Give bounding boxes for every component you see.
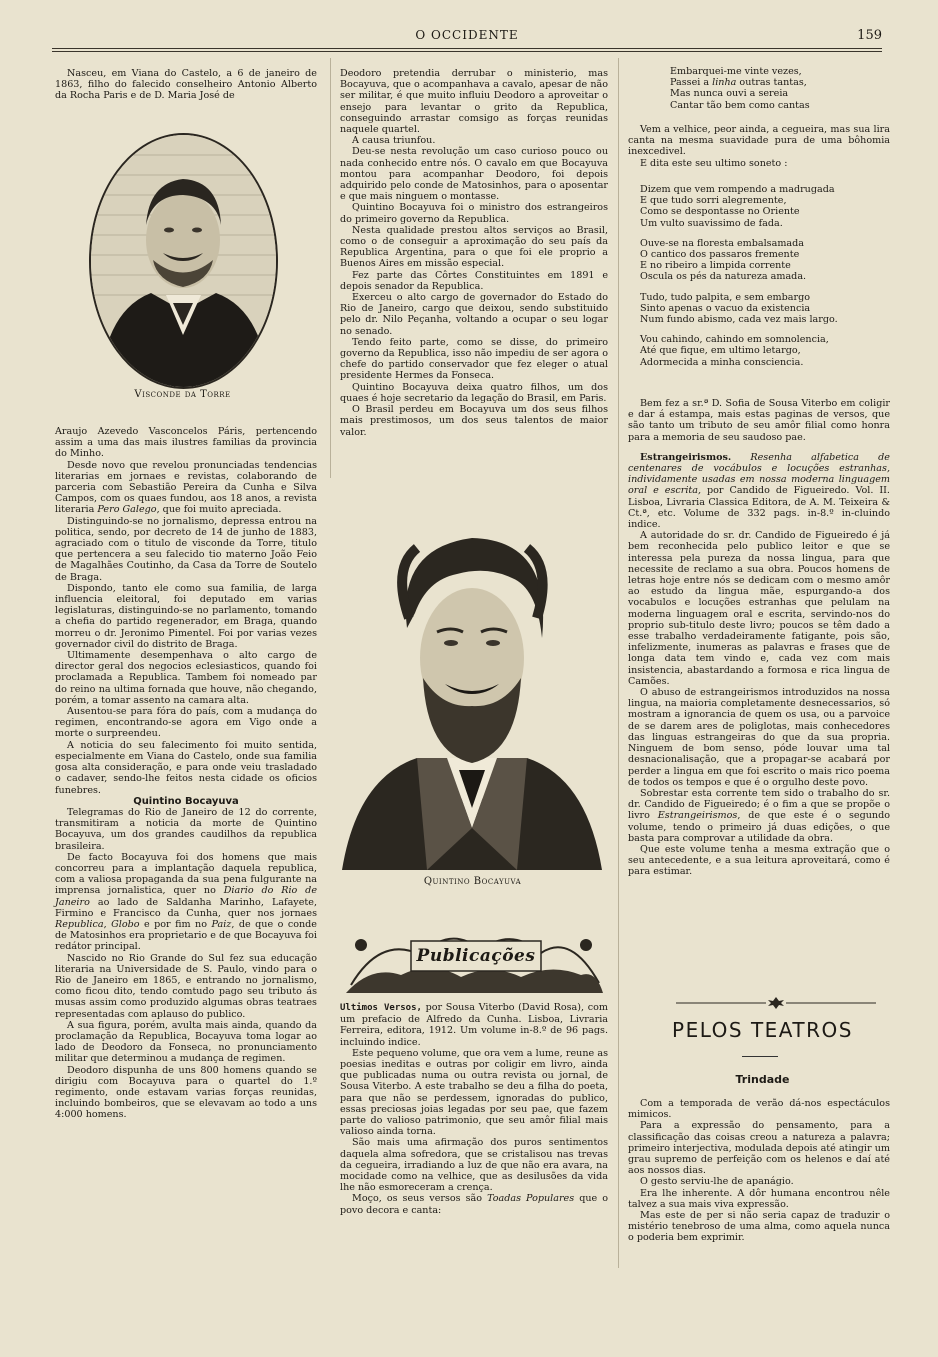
poem-line: E no ribeiro a limpida corrente bbox=[640, 260, 791, 272]
column-3-text-a bbox=[628, 124, 890, 169]
poem-line: O cantico dos passaros fremente bbox=[640, 249, 800, 261]
book-description: por Sousa Viterbo (David Rosa), com um prefacio de Alfredo da Cunha. Lisboa, Livraria Ferreira, editora, 1912. Um volume in-8.º de 96 pags. incluindo indice. bbox=[340, 1002, 608, 1048]
poem-line: Num fundo abismo, cada vez mais largo. bbox=[640, 314, 838, 326]
publicacoes-banner bbox=[341, 915, 606, 995]
page-header bbox=[52, 26, 882, 46]
column-2-bottom bbox=[340, 1002, 608, 1216]
paragraph: Nesta qualidade prestou altos serviços ao Brasil, como o de conseguir a aproximação do seu país da Republica Argentina, para o que foi ele proprio a Buenos Aires em missão especial. bbox=[340, 224, 608, 270]
paragraph: Telegramas do Rio de Janeiro de 12 do corrente, transmitiram a noticia da morte de Quintino Bocayuva, um dos grandes caudilhos da republica brasileira. bbox=[55, 806, 317, 852]
paragraph: Nascido no Rio Grande do Sul fez sua educação literaria na Universidade de S. Paulo, vindo para o Rio de Janeiro em 1865, e entrando no jornalismo, como ficou dito, tendo comtudo pago seu tributo ás musas assim como produzido algumas obras teatraes representadas com aplauso do publico. bbox=[55, 952, 317, 1020]
poem-quatrain bbox=[662, 66, 892, 111]
paragraph: Que este volume tenha a mesma extração que o seu antecedente, e a sua leitura aproveitará, como é para estimar. bbox=[628, 843, 890, 878]
portrait-quintino-bocayuva bbox=[337, 508, 607, 870]
paragraph: Bem fez a sr.ª D. Sofia de Sousa Viterbo em coligir e dar á estampa, mais estas paginas de versos, que são tanto um tributo de seu amôr filial como honra para a memoria de seu saudoso pae. bbox=[628, 398, 890, 443]
paragraph: O Brasil perdeu em Bocayuva um dos seus filhos mais prestimosos, um dos seus talentos de maior valor. bbox=[340, 404, 608, 438]
poem-line: Até que fique, em ultimo letargo, bbox=[640, 345, 801, 357]
paragraph: Fez parte das Côrtes Constituintes em 1891 e depois senador da Republica. bbox=[340, 269, 608, 292]
sonnet bbox=[632, 184, 882, 368]
column-divider bbox=[618, 58, 619, 1268]
column-3-teatros bbox=[628, 1098, 890, 1244]
paragraph: A autoridade do sr. dr. Candido de Figueiredo é já bem reconhecida pelo publico leitor e que se interessa pela pureza da nossa lingua, para que necessite de reclamo a sua obra. Poucos homens de letras hoje entre nós se dedicam com o mesmo amôr ao estudo da lingua mãe, espurgando-a dos vocabulos e locuções estranhas que pelulam na moderna linguagem oral e escrita, servindo-nos do proprio sub-titulo deste livro; poucos se têm dado a esse trabalho verdadeiramente fatigante, pois são, infelizmente, inumeras as palavras e frases que de longa data tem vindo e, cada vez com mais insistencia, abastardando a formosa e rica lingua de Camões. bbox=[628, 530, 890, 687]
engraved-portrait-image bbox=[337, 508, 607, 870]
paragraph: O gesto serviu-lhe de apanágio. bbox=[640, 1176, 794, 1188]
engraved-portrait-image bbox=[91, 135, 276, 387]
paragraph: Distinguindo-se no jornalismo, depressa entrou na politica, sendo, por decreto de 14 de junho de 1883, agraciado com o titulo de visconde da Torre, titulo que pertencera a seu falecido tio materno João Feio de Magalhães Coutinho, da Casa da Torre de Soutelo de Braga. bbox=[55, 515, 317, 583]
column-divider bbox=[330, 58, 331, 478]
review-subtitle: Resenha alfabetica de centenares de vocábulos e locuções estranhas, individamente usadas em nossa moderna linguagem oral e escrita, bbox=[628, 451, 890, 497]
paragraph: Sobrestar esta corrente tem sido o trabalho do sr. dr. Candido de Figueiredo; é o fim a que se propõe o livro Estrangeirismos, de que este é o segundo volume, tendo o primeiro já duas edições, o que basta para comprovar a utilidade da obra. bbox=[628, 787, 890, 844]
poem-line: Oscula os pés da natureza amada. bbox=[640, 271, 807, 283]
portrait-caption: Visconde da Torre bbox=[134, 389, 231, 400]
column-3-text-b bbox=[628, 398, 890, 878]
paragraph: O abuso de estrangeirismos introduzidos na nossa lingua, na maioria completamente desnecessarios, só mostram a ignorancia de quem os usa, ou a parvoice de se darem ares de poliglotas, mais conhecedores das linguas estrangeiras do que da sua propria. Ninguem de bom senso, póde louvar uma tal desnacionalisação, que a propagar-se acabará por perder a lingua em que foi escrito o mais rico poema de todos os tempos e que é o orgulho deste povo. bbox=[628, 687, 890, 788]
column-1-body bbox=[55, 426, 317, 1121]
paragraph: Araujo Azevedo Vasconcelos Páris, pertencendo assim a uma das mais ilustres familias da provincia do Minho. bbox=[55, 426, 317, 460]
review-title: Estrangeirismos. bbox=[640, 451, 732, 463]
section-heading: Quintino Bocayuva bbox=[133, 795, 239, 807]
paragraph: São mais uma afirmação dos puros sentimentos daquela alma sofredora, que se cristalisou nas trevas da cegueira, irradiando a luz de que não era avara, na mocidade como na velhice, que as desilusões da vida lhe não esmoreceram a crença. bbox=[340, 1137, 608, 1194]
book-title: Ultimos Versos, bbox=[340, 1003, 422, 1013]
paragraph: Dispondo, tanto ele como sua familia, de larga influencia eleitoral, foi deputado em varias legislaturas, distinguindo-se no parlamento, tomando a chefia do partido regenerador, em Braga, quando morreu o dr. Jeronimo Pimentel. Foi por varias vezes governador civil do distrito de Braga. bbox=[55, 582, 317, 650]
paragraph: E dita este seu ultimo soneto : bbox=[640, 157, 788, 169]
paragraph: Este pequeno volume, que ora vem a lume, reune as poesias ineditas e outras por coligir em livro, ainda que publicadas numa ou outra revista ou jornal, de Sousa Viterbo. A este trabalho se deu a filha do poeta, para que não se perdessem, ignoradas do publico, essas preciosas joias legadas por seu pae, que fazem parte do valioso patrimonio, que seu amôr filial mais valioso ainda torna. bbox=[340, 1047, 608, 1138]
paragraph: Mas este de per si não seria capaz de traduzir o mistério tenebroso de uma alma, como aquela nunca o poderia bem exprimir. bbox=[628, 1210, 890, 1244]
divider-ornament bbox=[676, 997, 876, 1009]
paragraph: A causa triunfou. bbox=[352, 135, 436, 147]
paragraph: Exerceu o alto cargo de governador do Estado do Rio de Janeiro, cargo que deixou, sendo substituido pelo dr. Nilo Peçanha, voltando a ocupar o seu logar no senado. bbox=[340, 292, 608, 337]
review-description: por Candido de Figueiredo. Vol. II. Lisboa, Livraria Classica Editora, de A. M. Teixeira & Ct.ª, etc. Volume de 332 pags. in-8.º in-cluindo indice. bbox=[628, 485, 890, 531]
paragraph: Deodoro pretendia derrubar o ministerio, mas Bocayuva, que o acompanhava a cavalo, apesar de não ser militar, é que muito influiu Deodoro a aproveitar o ensejo para levantar o grito da Republica, conseguindo arrastar comsigo as forças reunidas naquele quartel. bbox=[340, 68, 608, 136]
paragraph: Nasceu, em Viana do Castelo, a 6 de janeiro de 1863, filho do falecido conselheiro Antonio Alberto da Rocha Paris e de D. Maria José de bbox=[55, 68, 317, 102]
column-1-intro bbox=[55, 68, 317, 102]
paragraph: Quintino Bocayuva foi o ministro dos estrangeiros do primeiro governo da Republica. bbox=[340, 202, 608, 225]
short-rule bbox=[742, 1056, 778, 1057]
section-ornament bbox=[676, 994, 876, 1006]
paragraph: Deu-se nesta revolução um caso curioso pouco ou nada conhecido entre nós. O cavalo em que Bocayuva montou para acompanhar Deodoro, foi depois adquirido pelo conde de Matosinhos, para o aposentar e que mais ninguem o montasse. bbox=[340, 146, 608, 203]
column-2-top bbox=[340, 68, 608, 438]
paragraph: Vem a velhice, peor ainda, a cegueira, mas sua lira canta na mesma suavidade pura de uma bôhomia inexcedivel. bbox=[628, 124, 890, 158]
paragraph bbox=[628, 452, 890, 530]
paragraph: Com a temporada de verão dá-nos espectáculos mimicos. bbox=[628, 1098, 890, 1121]
paragraph: Tendo feito parte, como se disse, do primeiro governo da Republica, isso não impediu de ser agora o chefe do partido conservador que fez eleger o atual presidente Hermes da Fonseca. bbox=[340, 336, 608, 382]
page-number: 159 bbox=[857, 28, 882, 43]
paragraph: A noticia do seu falecimento foi muito sentida, especialmente em Viana do Castelo, onde sua familia gosa alta consideração, e para onde veiu trasladado o cadaver, sendo-lhe feitos nesta cidade os oficios funebres. bbox=[55, 739, 317, 796]
poem-line: Passei a linha outras tantas, bbox=[670, 77, 807, 89]
paragraph: Ausentou-se para fóra do país, com a mudança do regimen, encontrando-se agora em Vigo onde a morte o surpreendeu. bbox=[55, 706, 317, 740]
poem-line: Mas nunca ouvi a sereia bbox=[670, 88, 789, 100]
poem-line: Tudo, tudo palpita, e sem embargo bbox=[640, 291, 811, 303]
poem-line: Adormecida a minha consciencia. bbox=[640, 356, 804, 368]
poem-line: Vou cahindo, cahindo em somnolencia, bbox=[640, 334, 829, 346]
poem-line: Um vulto suavissimo de fada. bbox=[640, 217, 783, 229]
poem-line: Como se despontasse no Oriente bbox=[640, 206, 800, 218]
header-rule-bottom bbox=[52, 51, 882, 52]
banner-lettering: Publicações bbox=[416, 946, 536, 966]
poem-line: Dizem que vem rompendo a madrugada bbox=[640, 184, 835, 195]
paragraph: Moço, os seus versos são Toadas Populares que o povo decora e canta: bbox=[340, 1193, 608, 1216]
poem-line: Embarquei-me vinte vezes, bbox=[670, 66, 802, 77]
header-rule-top bbox=[52, 48, 882, 49]
paragraph: Para a expressão do pensamento, para a classificação das coisas creou a natureza a palavra; primeiro interjectiva, modulada depois até atingir um grau supremo de perfeição com os helenos e daí até aos nossos dias. bbox=[628, 1120, 890, 1177]
paragraph: Quintino Bocayuva deixa quatro filhos, um dos quaes é hoje secretario da legação do Brasil, em Paris. bbox=[340, 381, 608, 404]
paragraph: Ultimamente desempenhava o alto cargo de director geral dos negocios eclesiasticos, quando foi proclamada a Republica. Tambem foi nomeado par do reino na ultima fornada que houve, não chegando, porém, a tomar assento na camara alta. bbox=[55, 650, 317, 706]
paragraph: De facto Bocayuva foi dos homens que mais concorreu para a implantação daquela republica, com a valiosa propaganda da sua pena fulgurante na imprensa jornalistica, quer no Diario do Rio de Janeiro ao lado de Saldanha Marinho, Lafayete, Firmino e Francisco da Cunha, quer nos jornaes Republica, Globo e por fim no Paiz, de que o conde de Matosinhos era proprietario e de que Bocayuva foi redátor principal. bbox=[55, 851, 317, 953]
subsection-title: Trindade bbox=[735, 1073, 790, 1086]
paragraph: A sua figura, porém, avulta mais ainda, quando da proclamação da Republica, Bocayuva toma logar ao lado de Deodoro da Fonseca, no pronunciamento militar que determinou a mudança de regimen. bbox=[55, 1019, 317, 1065]
portrait-visconde-da-torre bbox=[89, 133, 278, 389]
poem-line: Cantar tão bem como cantas bbox=[670, 99, 810, 111]
paragraph: Desde novo que revelou pronunciadas tendencias literarias em jornaes e revistas, colaborando de parceria com Sebastião Pereira da Cunha e Silva Campos, com os quaes fundou, aos 18 anos, a revista literaria Pero Galego, que foi muito apreciada. bbox=[55, 459, 317, 516]
portrait-caption: Quintino Bocayuva bbox=[423, 876, 522, 887]
poem-line: Sinto apenas o vacuo da existencia bbox=[640, 302, 811, 314]
paragraph: Deodoro dispunha de uns 800 homens quando se dirigiu com Bocayuva para o quartel do 1.º regimento, onde estavam varias forças reunidas, incluindo bombeiros, que se elevavam ao todo a uns 4:000 homens. bbox=[55, 1064, 317, 1121]
paragraph: Era lhe inherente. A dôr humana encontrou nêle talvez a sua mais viva expressão. bbox=[628, 1187, 890, 1210]
poem-line: Ouve-se na floresta embalsamada bbox=[640, 237, 804, 249]
paragraph bbox=[340, 1002, 608, 1048]
journal-title: O OCCIDENTE bbox=[415, 28, 519, 42]
section-title: PELOS TEATROS bbox=[672, 1018, 853, 1042]
poem-line: E que tudo sorri alegremente, bbox=[640, 195, 787, 207]
